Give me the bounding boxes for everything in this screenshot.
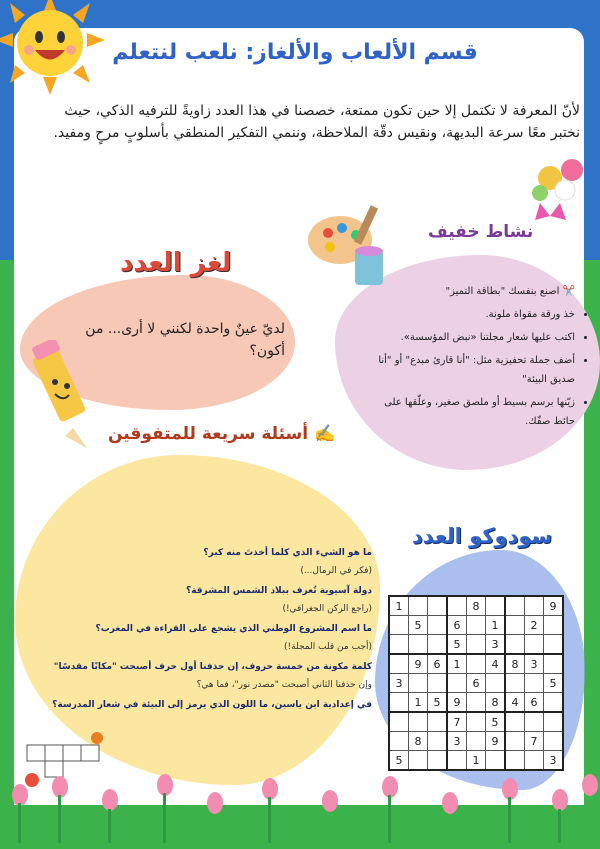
sudoku-cell: 5 bbox=[428, 693, 448, 713]
sudoku-cell: 7 bbox=[447, 712, 467, 732]
sudoku-cell bbox=[467, 635, 486, 655]
sudoku-cell bbox=[525, 635, 544, 655]
sudoku-row bbox=[389, 635, 563, 655]
sudoku-cell bbox=[525, 674, 544, 693]
sudoku-cell: 1 bbox=[467, 751, 486, 771]
sudoku-row bbox=[389, 616, 563, 635]
sudoku-cell: 6 bbox=[467, 674, 486, 693]
sudoku-cell bbox=[428, 635, 448, 655]
sudoku-cell bbox=[447, 674, 467, 693]
sudoku-cell bbox=[525, 596, 544, 616]
sudoku-cell: 5 bbox=[389, 751, 409, 771]
sudoku-cell bbox=[544, 712, 564, 732]
sudoku-cell bbox=[428, 616, 448, 635]
sudoku-cell bbox=[467, 654, 486, 674]
sudoku-cell bbox=[389, 616, 409, 635]
sudoku-cell bbox=[428, 712, 448, 732]
sudoku-cell bbox=[389, 693, 409, 713]
sudoku-cell bbox=[505, 596, 525, 616]
sudoku-cell bbox=[505, 616, 525, 635]
activity-step: • اكتب عليها شعار مجلتنا «نبض المؤسسة». bbox=[360, 328, 575, 347]
sudoku-cell: 3 bbox=[525, 654, 544, 674]
sudoku-cell bbox=[389, 654, 409, 674]
sudoku-cell: 9 bbox=[409, 654, 428, 674]
sudoku-cell: 1 bbox=[486, 616, 506, 635]
sudoku-cell bbox=[467, 693, 486, 713]
activity-heading: نشاط خفيف bbox=[428, 222, 534, 242]
sudoku-cell bbox=[544, 693, 564, 713]
sudoku-cell: 8 bbox=[409, 732, 428, 751]
paint-palette-icon bbox=[300, 195, 405, 295]
sudoku-row bbox=[389, 596, 563, 616]
sudoku-cell bbox=[505, 732, 525, 751]
sudoku-row bbox=[389, 674, 563, 693]
sudoku-cell: 3 bbox=[544, 751, 564, 771]
sudoku-cell bbox=[409, 674, 428, 693]
sudoku-cell: 6 bbox=[447, 616, 467, 635]
quiz-question: ما هو الشيء الذي كلما أخذتَ منه كبر؟ bbox=[203, 548, 372, 558]
sudoku-cell bbox=[409, 635, 428, 655]
riddle-text: لديّ عينٌ واحدة لكنني لا أرى... من أكون؟ bbox=[85, 321, 285, 359]
sudoku-cell: 6 bbox=[525, 693, 544, 713]
sudoku-cell bbox=[544, 635, 564, 655]
sudoku-cell: 6 bbox=[428, 654, 448, 674]
sudoku-heading: سودوكو العدد bbox=[412, 524, 553, 548]
sudoku-row bbox=[389, 732, 563, 751]
sudoku-cell bbox=[486, 674, 506, 693]
sudoku-cell: 5 bbox=[544, 674, 564, 693]
page-title: قسم الألعاب والألغاز: نلعب لنتعلم bbox=[112, 40, 478, 65]
sudoku-cell bbox=[389, 635, 409, 655]
intro-paragraph: لأنّ المعرفة لا تكتمل إلا حين تكون ممتعة، خصصنا في هذا العدد زاويةً للترفيه الذكي، حيث نختبر معًا سرعة البديهة، ونقيس دقّة الملاحظة، وننمي التفكير المنطقي بأسلوبٍ مرحٍ ومفيد. bbox=[53, 103, 580, 141]
sudoku-cell: 8 bbox=[486, 693, 506, 713]
sudoku-cell bbox=[544, 732, 564, 751]
sudoku-cell bbox=[467, 732, 486, 751]
sudoku-cell: 8 bbox=[505, 654, 525, 674]
tulips-border-icon bbox=[0, 765, 600, 849]
sudoku-cell bbox=[486, 596, 506, 616]
sudoku-cell bbox=[409, 596, 428, 616]
quiz-list bbox=[32, 540, 372, 712]
activity-step: • زيّنها برسم بسيط أو ملصق صغير، وعلّقها على حائط صفّك. bbox=[360, 393, 575, 431]
sudoku-row bbox=[389, 712, 563, 732]
sudoku-cell: 9 bbox=[544, 596, 564, 616]
sudoku-cell: 1 bbox=[389, 596, 409, 616]
activity-step: • خذ ورقة مقواة ملونة. bbox=[360, 305, 575, 324]
sudoku-cell: 8 bbox=[467, 596, 486, 616]
sudoku-cell: 5 bbox=[409, 616, 428, 635]
activity-step: ✂️ اصنع بنفسك "بطاقة التميز" bbox=[445, 286, 575, 297]
flowers-bouquet-icon bbox=[520, 148, 595, 226]
sudoku-cell: 4 bbox=[505, 693, 525, 713]
sudoku-cell: 3 bbox=[447, 732, 467, 751]
sudoku-cell: 5 bbox=[486, 712, 506, 732]
pencil-character-icon bbox=[25, 340, 100, 450]
quiz-heading: ✍️ أسئلة سريعة للمتفوقين bbox=[108, 424, 336, 444]
sudoku-cell: 7 bbox=[525, 732, 544, 751]
sudoku-cell: 3 bbox=[486, 635, 506, 655]
sudoku-cell: 1 bbox=[447, 654, 467, 674]
sudoku-cell: 5 bbox=[447, 635, 467, 655]
activity-step: • أضف جملة تحفيزية مثل: "أنا قارئ مبدع" أو "أنا صديق البيئة" bbox=[360, 351, 575, 389]
sudoku-cell bbox=[467, 616, 486, 635]
quiz-question: في إعدادية ابن ياسين، ما اللون الذي يرمز إلى البيئة في شعار المدرسة؟ bbox=[52, 700, 372, 710]
quiz-hint: (فكر في الرمال...) bbox=[300, 566, 372, 576]
sudoku-cell bbox=[389, 732, 409, 751]
sudoku-cell bbox=[505, 635, 525, 655]
sudoku-cell: 9 bbox=[447, 693, 467, 713]
activity-steps-list bbox=[360, 282, 589, 435]
sudoku-cell bbox=[428, 596, 448, 616]
sudoku-cell bbox=[428, 674, 448, 693]
quiz-question: دولة آسيوية تُعرف ببلاد الشمس المشرقة؟ bbox=[185, 586, 372, 596]
sudoku-cell bbox=[428, 732, 448, 751]
quiz-hint: وإن حذفنا الثاني أصبحت "مصدر نور"، فما هي؟ bbox=[196, 680, 372, 690]
sudoku-grid bbox=[388, 595, 564, 771]
sudoku-row bbox=[389, 654, 563, 674]
sudoku-cell: 3 bbox=[389, 674, 409, 693]
sudoku-cell bbox=[505, 712, 525, 732]
quiz-hint: (راجع الركن الجغرافي!) bbox=[282, 604, 372, 614]
sudoku-cell: 4 bbox=[486, 654, 506, 674]
sudoku-cell: 2 bbox=[525, 616, 544, 635]
quiz-question: ما اسم المشروع الوطني الذي يشجع على القراءة في المغرب؟ bbox=[95, 624, 372, 634]
quiz-question: كلمة مكونة من خمسة حروف، إن حذفنا أول حرف أصبحت "مكانًا مقدسًا" bbox=[53, 662, 372, 672]
sudoku-cell bbox=[389, 712, 409, 732]
sudoku-cell bbox=[409, 712, 428, 732]
sudoku-cell bbox=[505, 674, 525, 693]
sudoku-cell: 9 bbox=[486, 732, 506, 751]
sudoku-cell: 1 bbox=[409, 693, 428, 713]
sudoku-cell bbox=[525, 712, 544, 732]
riddle-heading: لغز العدد bbox=[120, 248, 232, 278]
sudoku-cell bbox=[467, 712, 486, 732]
quiz-hint: (أجب من قلب المجلة!) bbox=[284, 642, 372, 652]
sudoku-cell bbox=[544, 654, 564, 674]
sudoku-cell bbox=[544, 616, 564, 635]
sudoku-row bbox=[389, 693, 563, 713]
sudoku-cell bbox=[447, 596, 467, 616]
